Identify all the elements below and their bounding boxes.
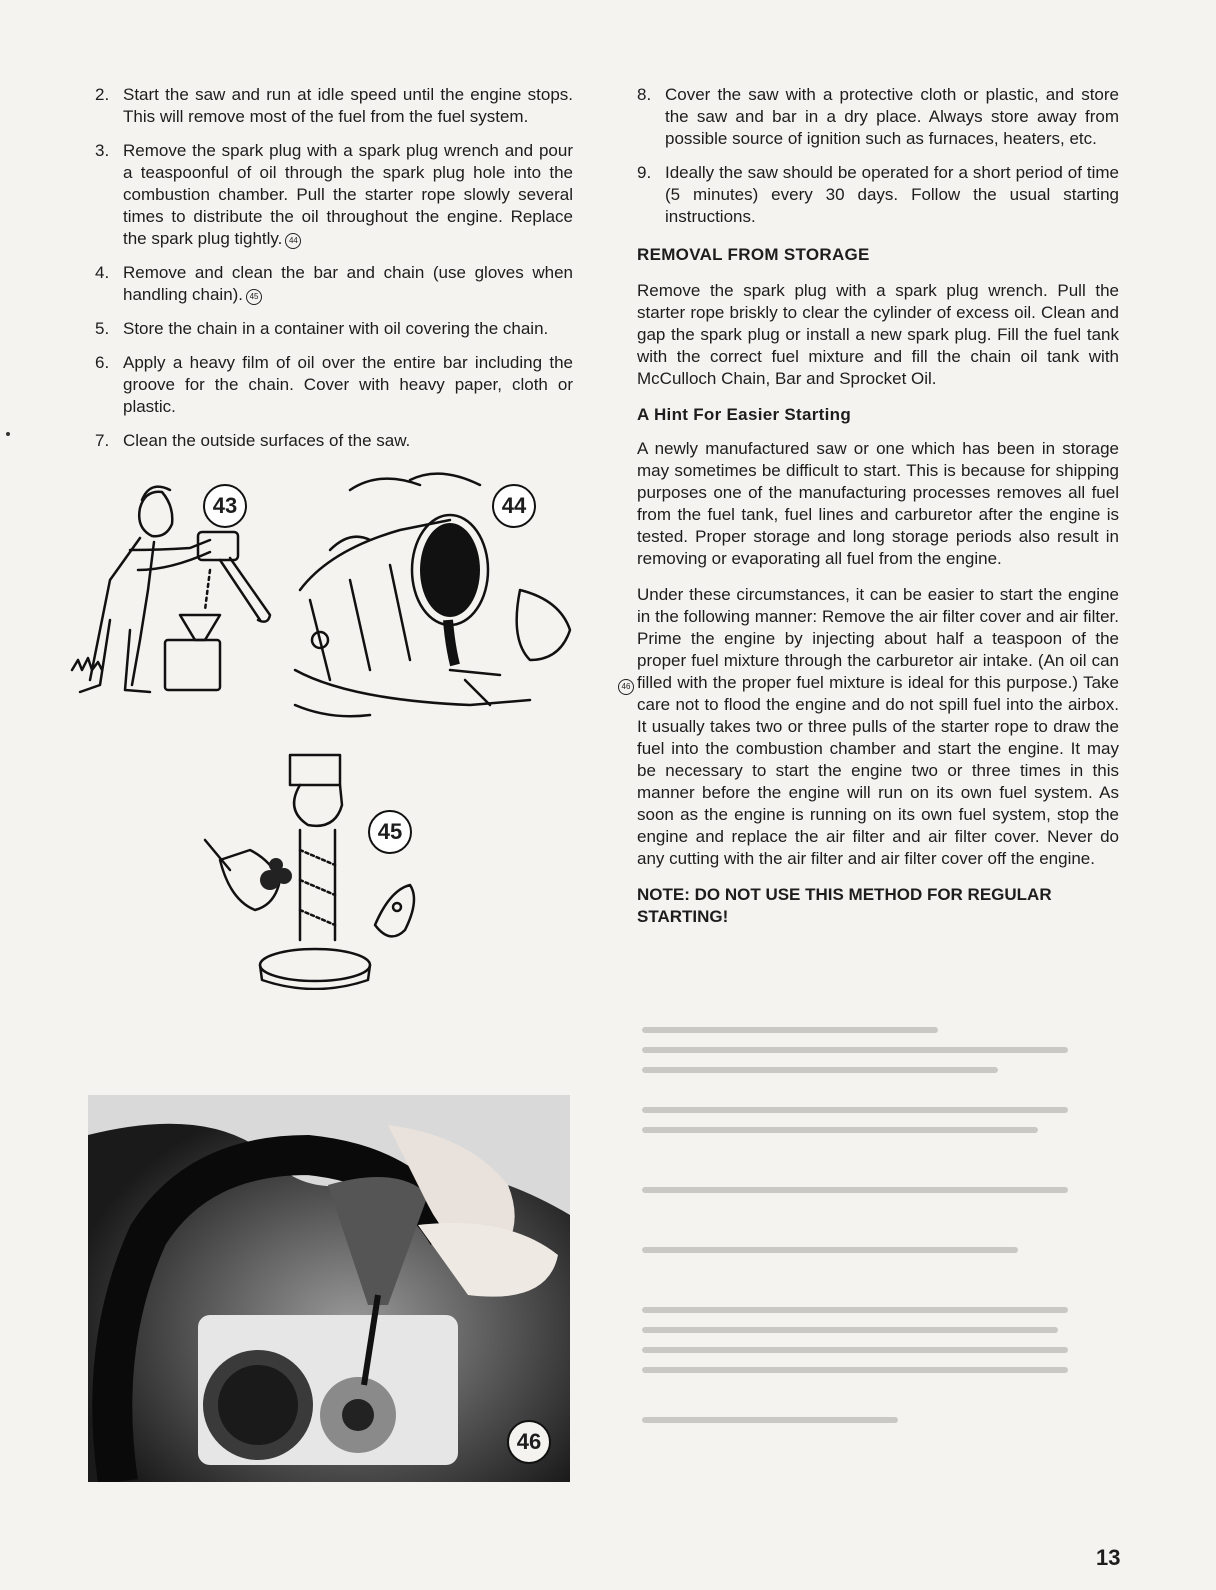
page-number: 13 bbox=[1096, 1545, 1121, 1570]
removal-text: Remove the spark plug with a spark plug wrench. Pull the starter rope briskly to clear the cylinder of excess oil. Clean and gap the spark plug or install a new spark plug. Fill the fuel tank with the correct fuel mixture and fill the chain oil tank with McCulloch Chain, Bar and Sprocket Oil. bbox=[637, 281, 1119, 388]
figure-reference: 46 bbox=[618, 679, 634, 695]
figure-45-illustration bbox=[190, 740, 430, 990]
figure-43-badge: 43 bbox=[203, 484, 247, 528]
figure-44-illustration bbox=[290, 470, 580, 730]
right-column bbox=[637, 84, 1119, 928]
item-text: Clean the outside surfaces of the saw. bbox=[123, 431, 411, 450]
item-text: Ideally the saw should be operated for a short period of time (5 minutes) every 30 days. Follow the usual starting instructions. bbox=[665, 163, 1119, 226]
list-item bbox=[95, 262, 573, 306]
item-number: 6. bbox=[95, 353, 110, 372]
list-item bbox=[95, 84, 573, 128]
list-item bbox=[637, 162, 1119, 228]
scan-mark bbox=[6, 432, 10, 436]
list-item bbox=[95, 140, 573, 250]
hint-paragraph-1: A newly manufactured saw or one which has been in storage may sometimes be difficult to start. This is because for shipping purposes one of the manufacturing processes removes all fuel from the fuel tank, fuel lines and carburetor after the engine is tested. Proper storage and long storage periods also result in removing or evaporating all fuel from the engine. bbox=[637, 439, 1119, 568]
item-number: 9. bbox=[637, 163, 652, 182]
hint-heading: A Hint For Easier Starting bbox=[637, 405, 852, 424]
item-text: Cover the saw with a protective cloth or plastic, and store the saw and bar in a dry place. Always store away from possible source of ignition such as furnaces, heaters, etc. bbox=[665, 85, 1119, 148]
figure-reference: 44 bbox=[285, 233, 301, 249]
item-number: 4. bbox=[95, 263, 110, 282]
list-item bbox=[95, 430, 573, 452]
list-item bbox=[95, 352, 573, 418]
item-text: Start the saw and run at idle speed until the engine stops. This will remove most of the fuel from the fuel system. bbox=[123, 85, 573, 126]
item-text: Store the chain in a container with oil covering the chain. bbox=[123, 319, 549, 338]
item-text: Apply a heavy film of oil over the entire bar including the groove for the chain. Cover with heavy paper, cloth or plastic. bbox=[123, 353, 573, 416]
item-number: 5. bbox=[95, 319, 110, 338]
figure-46-badge: 46 bbox=[507, 1420, 551, 1464]
item-number: 3. bbox=[95, 141, 110, 160]
list-item bbox=[637, 84, 1119, 150]
note-warning: NOTE: DO NOT USE THIS METHOD FOR REGULAR STARTING! bbox=[637, 885, 1052, 926]
figure-44-badge: 44 bbox=[492, 484, 536, 528]
item-number: 2. bbox=[95, 85, 110, 104]
figure-43-illustration bbox=[70, 470, 285, 700]
removal-heading: REMOVAL FROM STORAGE bbox=[637, 245, 870, 264]
item-text-wrapper bbox=[123, 262, 573, 306]
item-number: 7. bbox=[95, 431, 110, 450]
figure-45-badge: 45 bbox=[368, 810, 412, 854]
item-text: Remove the spark plug with a spark plug wrench and pour a teaspoonful of oil through the spark plug hole into the combustion chamber. Pull the starter rope slowly several times to distribute the oil throughout the engine. Replace the spark plug tightly. bbox=[123, 141, 573, 248]
item-text: Remove and clean the bar and chain (use gloves when handling chain). bbox=[123, 263, 573, 304]
item-number: 8. bbox=[637, 85, 652, 104]
show-through-texture bbox=[635, 990, 1105, 1460]
figure-46-photo bbox=[88, 1095, 570, 1482]
left-column bbox=[95, 84, 573, 464]
figure-reference: 45 bbox=[246, 289, 262, 305]
item-text-wrapper bbox=[123, 140, 573, 250]
list-item bbox=[95, 318, 573, 340]
hint-paragraph-2: Under these circumstances, it can be easier to start the engine in the following manner: Remove the air filter cover and air filter. Prime the engine by injecting about half a teaspoon of the proper fuel mixture through the carburetor air intake. (An oil can filled with the proper fuel mixture is ideal for this purpose.) Take care not to flood the engine and do not spill fuel into the airbox. It usually takes two or three pulls of the starter rope to draw the fuel into the combustion chamber and start the engine. It may be necessary to start the engine two or three times in this manner before the engine will run on its own fuel system. As soon as the engine is running on its own fuel system, stop the engine and replace the air filter and air filter cover. Never do any cutting with the air filter and air filter cover off the engine. bbox=[637, 585, 1119, 868]
